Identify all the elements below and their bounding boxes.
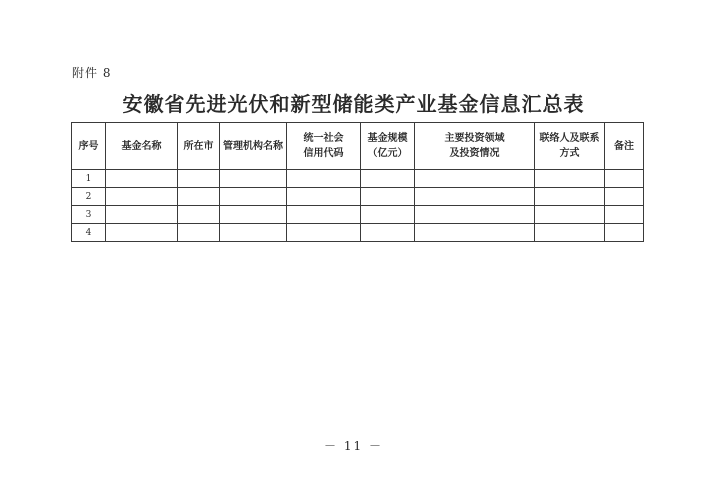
table-cell [361, 206, 415, 224]
table-cell [287, 224, 361, 242]
row-index-cell: 3 [72, 206, 106, 224]
table-cell [106, 224, 178, 242]
table-cell [106, 170, 178, 188]
table-cell [535, 188, 605, 206]
page-number: － 11 － [324, 439, 383, 453]
table-cell [605, 224, 644, 242]
column-header-manager-name: 管理机构名称 [220, 123, 287, 170]
table-body [72, 170, 644, 242]
row-index-cell: 1 [72, 170, 106, 188]
table-cell [535, 206, 605, 224]
table-cell [220, 224, 287, 242]
table-cell [605, 170, 644, 188]
table-cell [220, 188, 287, 206]
table-cell [106, 188, 178, 206]
table-row [72, 224, 644, 242]
table-cell [287, 206, 361, 224]
table-cell [361, 170, 415, 188]
table-cell [178, 206, 220, 224]
column-header-fund-name: 基金名称 [106, 123, 178, 170]
table-cell [535, 224, 605, 242]
table-cell [415, 170, 535, 188]
table-cell [287, 170, 361, 188]
table-cell [106, 206, 178, 224]
table-row [72, 188, 644, 206]
document-title: 安徽省先进光伏和新型储能类产业基金信息汇总表 [122, 92, 585, 116]
table-cell [415, 206, 535, 224]
row-index-cell: 4 [72, 224, 106, 242]
table-cell [178, 170, 220, 188]
attachment-label: 附件 8 [72, 66, 112, 80]
table-cell [220, 206, 287, 224]
table-row [72, 170, 644, 188]
table-cell [605, 206, 644, 224]
table-cell [361, 188, 415, 206]
row-index-cell: 2 [72, 188, 106, 206]
column-header-remarks: 备注 [605, 123, 644, 170]
column-header-city: 所在市 [178, 123, 220, 170]
column-header-fund-size: 基金规模 （亿元） [361, 123, 415, 170]
table-header-row [72, 123, 644, 170]
table-cell [178, 224, 220, 242]
table-row [72, 206, 644, 224]
table-cell [220, 170, 287, 188]
column-header-index: 序号 [72, 123, 106, 170]
table-cell [361, 224, 415, 242]
table-cell [415, 224, 535, 242]
table-cell [605, 188, 644, 206]
table-cell [287, 188, 361, 206]
fund-info-table [71, 122, 644, 242]
table-cell [535, 170, 605, 188]
column-header-credit-code: 统一社会 信用代码 [287, 123, 361, 170]
table-cell [415, 188, 535, 206]
table-cell [178, 188, 220, 206]
column-header-investment-areas: 主要投资领域 及投资情况 [415, 123, 535, 170]
column-header-contact: 联络人及联系 方式 [535, 123, 605, 170]
